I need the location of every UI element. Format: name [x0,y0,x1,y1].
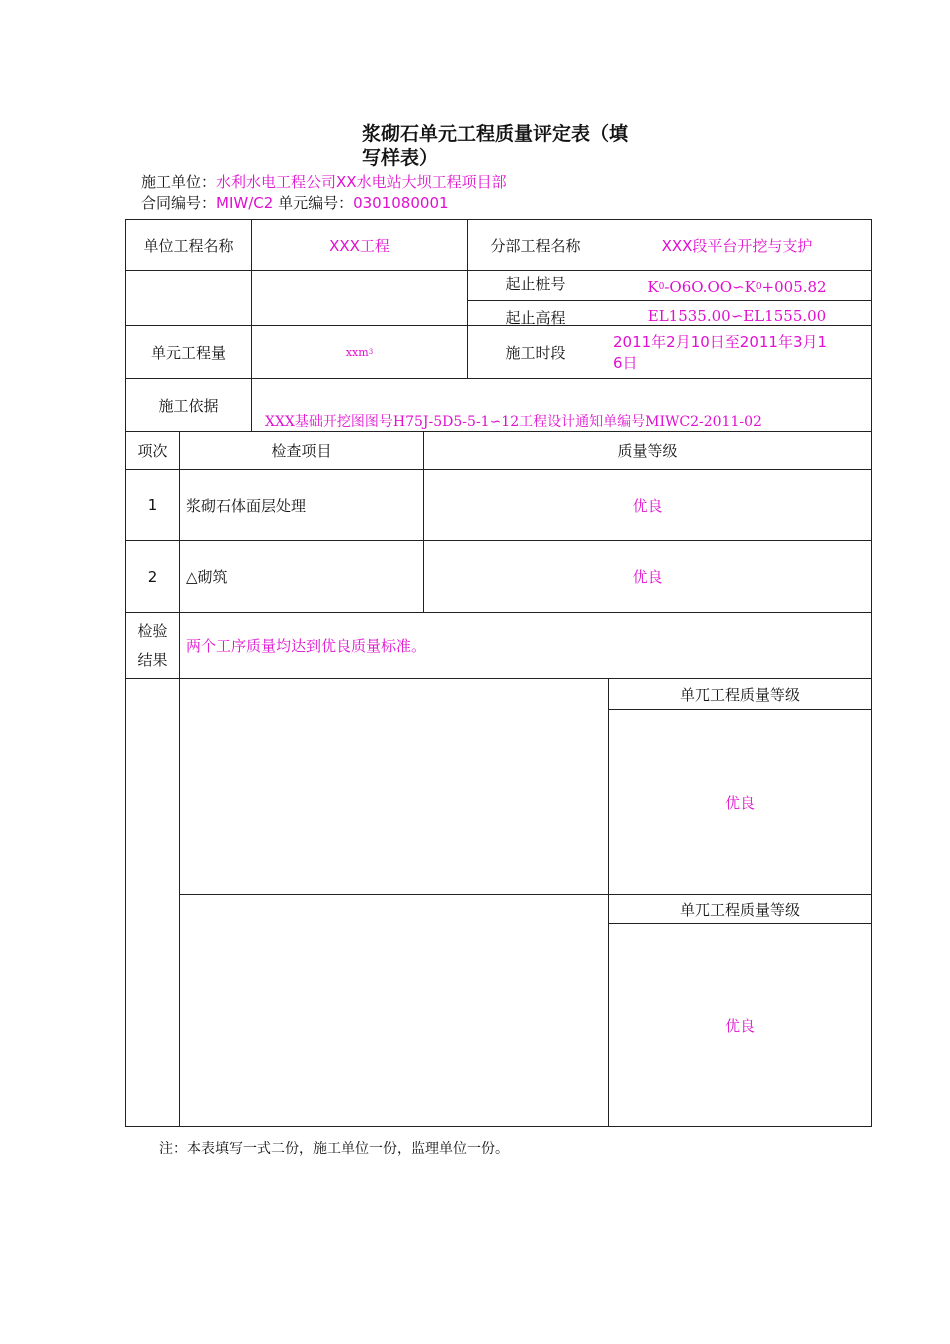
row-1-no: 1 [147,496,158,514]
contract-no-label: 合同编号： [141,194,217,212]
col-item-header: 检查项目 [271,442,332,460]
unit-project-value: XXX工程 [329,236,390,255]
branch-project-value: XXX段平台开挖与支护 [661,236,813,255]
col-grade-header: 质量等级 [617,442,678,460]
unit-project-label: 单位工程名称 [143,236,234,255]
basis-label: 施工依据 [158,396,219,415]
grade-box-2-label: 单兀工程质量等级 [679,900,800,919]
element-no-label: 单元编号： [278,194,354,212]
contract-line [141,193,449,213]
elevation-value: EL1535.00∽EL1555.00 [647,307,827,325]
construction-unit-line [141,172,507,192]
period-label: 施工时段 [505,343,566,362]
element-no-value: 0301080001 [353,194,449,212]
row-2-no: 2 [147,567,158,586]
row-1-grade: 优良 [632,496,663,515]
station-label: 起止桩号 [505,274,566,293]
page-title [362,122,628,170]
grade-box-1-value: 优良 [724,793,755,812]
footnote: 注：本表填写一式二份，施工单位一份，监理单位一份。 [159,1141,509,1157]
result-value: 两个工序质量均达到优良质量标准。 [186,637,427,655]
row-1-item: 浆砌石体面层处理 [186,496,307,515]
row-2-item: △砌筑 [186,568,228,586]
construction-unit-label: 施工单位： [141,173,217,191]
col-no-header: 项次 [137,442,168,460]
result-label: 检验 结果 [137,622,168,669]
page-title-line1: 浆砌石单元工程质量评定表（填 [362,123,629,145]
row-2-grade: 优良 [632,568,663,586]
quantity-label: 单元工程量 [150,343,226,362]
period-value: 2011年2月10日至2011年3月1 6日 [613,333,828,372]
basis-value: XXX基础开挖图图号H75J-5D5-5-1∽12工程设计通知单编号MIWC2-2011-02 [265,414,762,430]
branch-project-label: 分部工程名称 [490,236,581,255]
contract-no-value: MIW/C2 [216,194,274,212]
station-value: K 0 -O6O.OO∽K 0 +005.82 [647,277,827,296]
grade-box-1-label: 单兀工程质量等级 [679,685,800,704]
quantity-value: xxm 3 [345,345,374,359]
page-title-line2: 写样表） [362,147,439,169]
grade-box-2-value: 优良 [724,1016,755,1035]
elevation-label: 起止高程 [505,308,566,327]
construction-unit-value: 水利水电工程公司XX水电站大坝工程项目部 [216,173,507,191]
